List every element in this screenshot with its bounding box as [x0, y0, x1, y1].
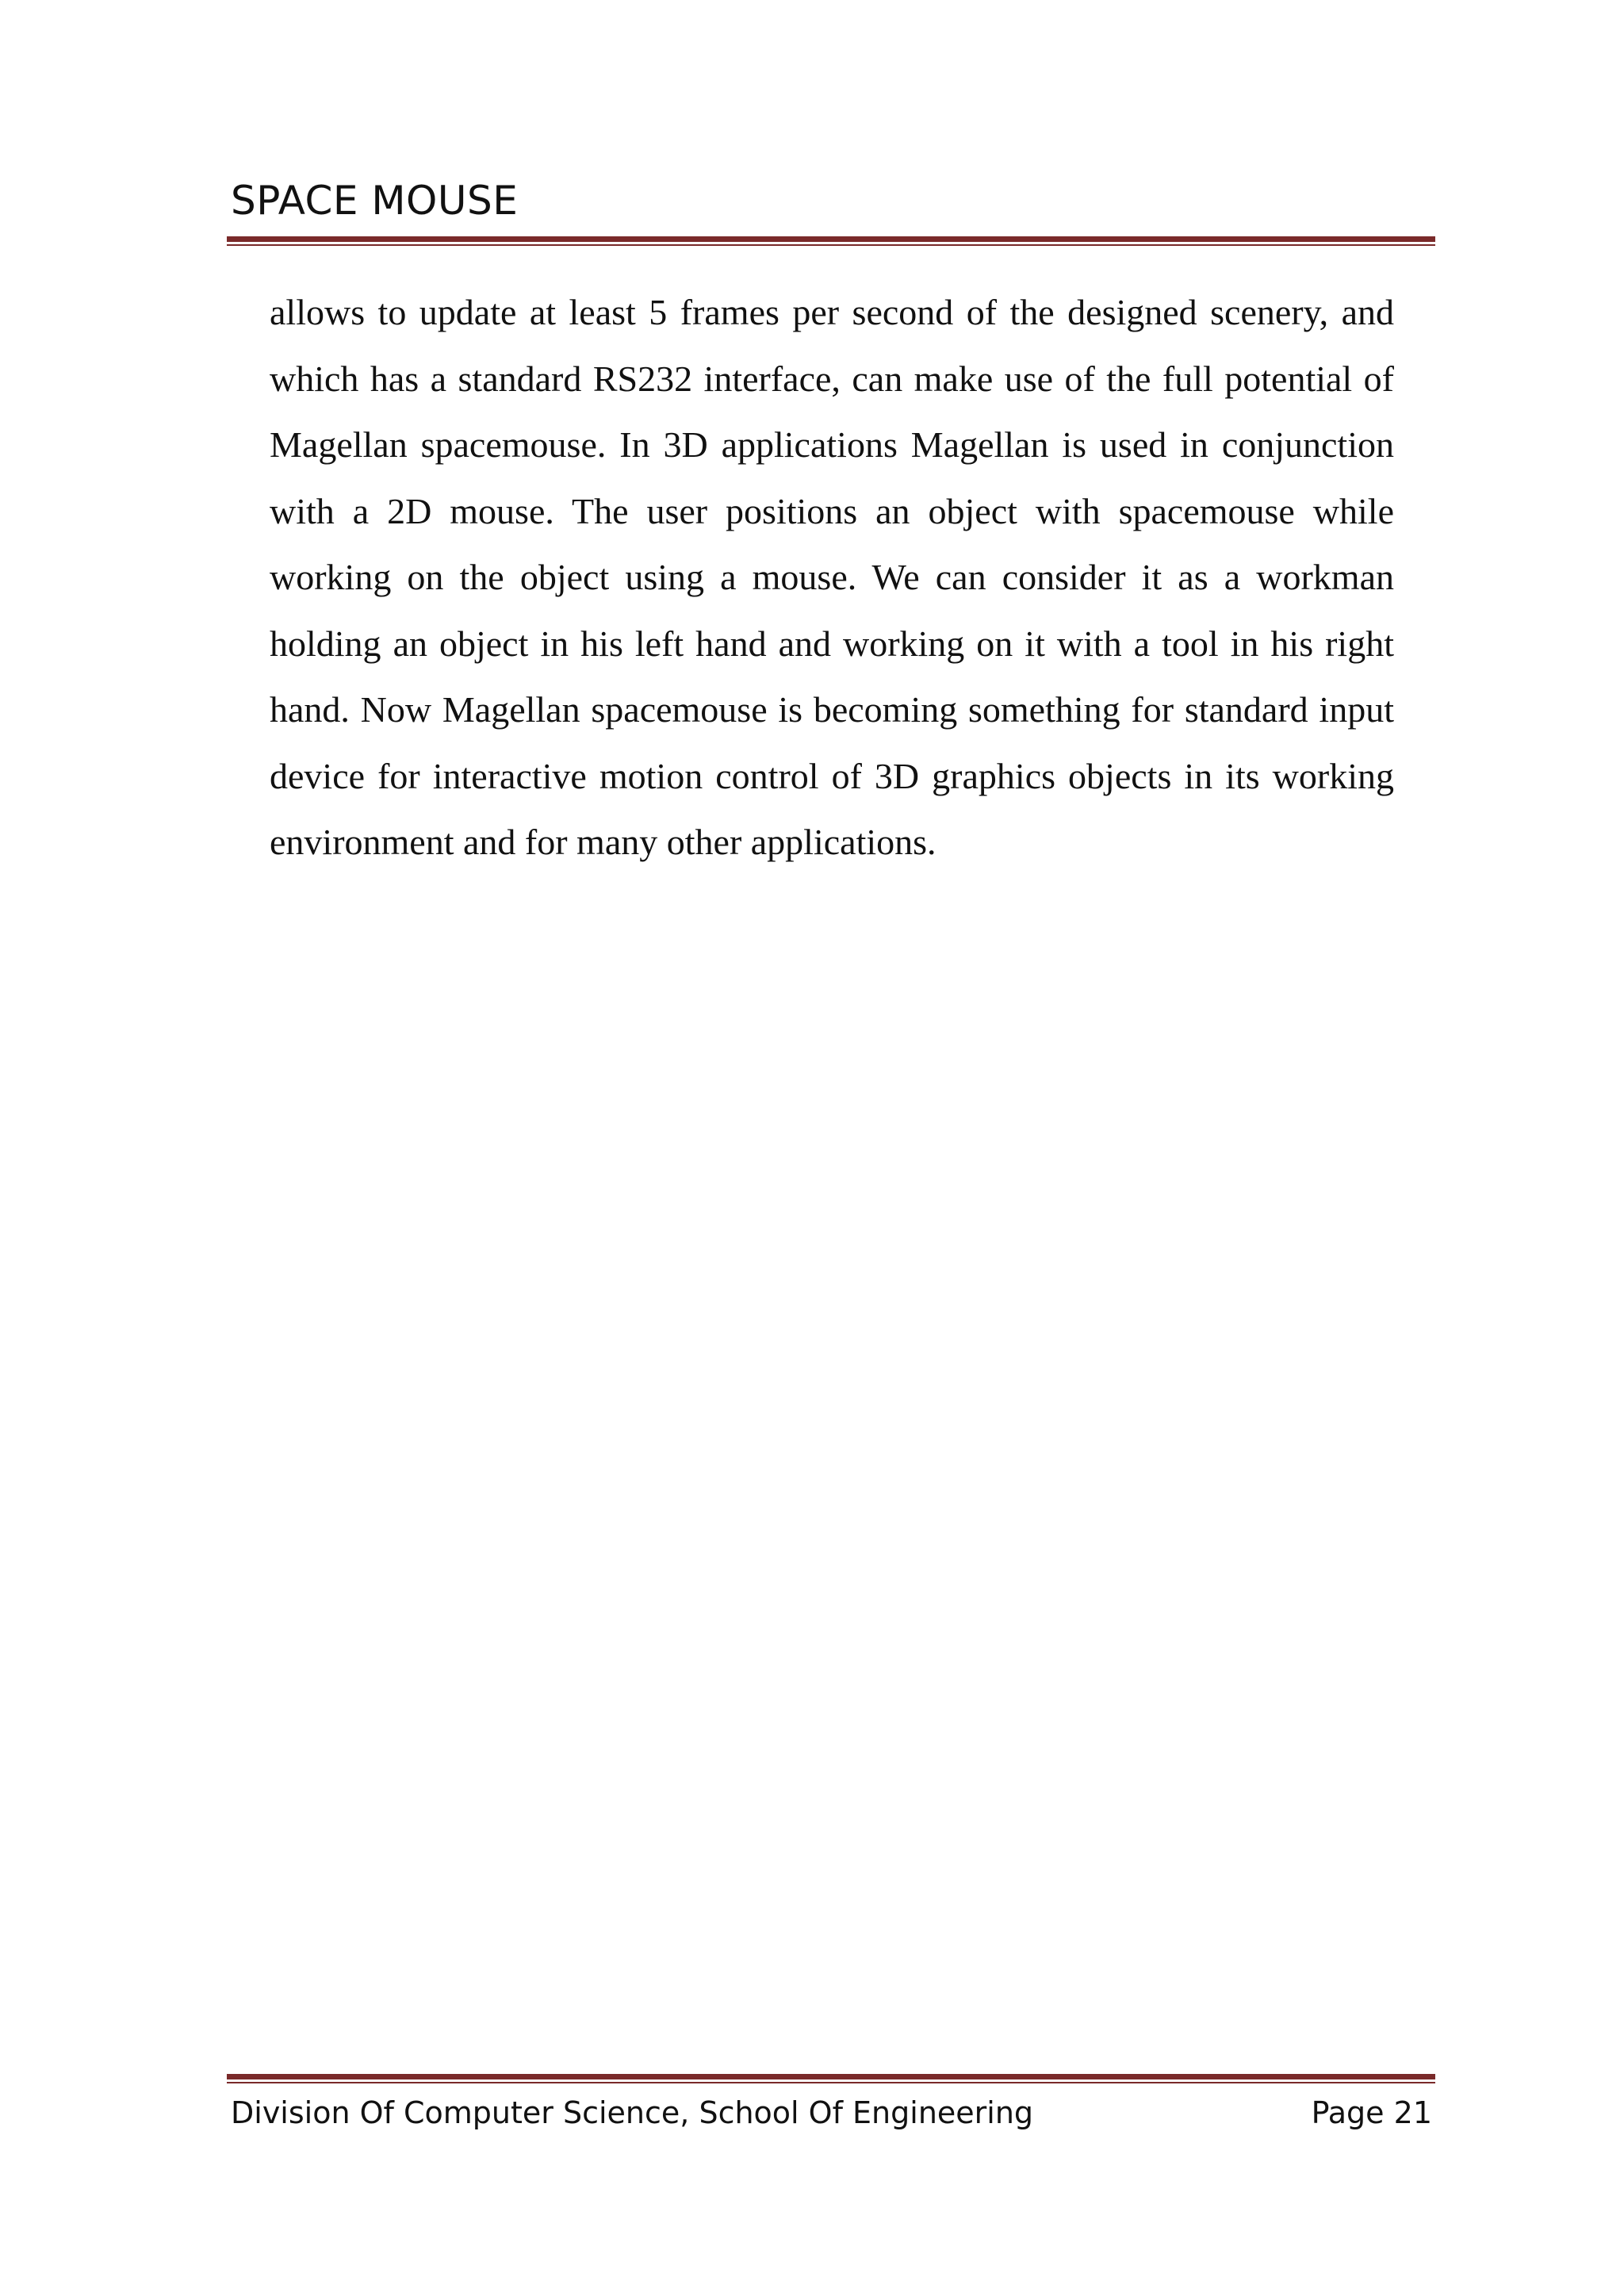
footer-divider	[227, 2074, 1435, 2083]
header-divider	[227, 236, 1435, 246]
footer-page-number: Page 21	[1311, 2095, 1432, 2130]
footer-institution: Division Of Computer Science, School Of Engineering	[231, 2095, 1034, 2130]
page-header-title: SPACE MOUSE	[231, 178, 519, 224]
body-paragraph: allows to update at least 5 frames per second of the designed scenery, and which has a standard RS232 interface, can make use of the full potential of Magellan spacemouse. In 3D applications Magellan is used in conjunction with a 2D mouse. The user positions an object with spacemouse while working on the object using a mouse. We can consider it as a workman holding an object in his left hand and working on it with a tool in his right hand. Now Magellan spacemouse is becoming something for standard input device for interactive motion control of 3D graphics objects in its working environment and for many other applications.	[270, 292, 1394, 862]
